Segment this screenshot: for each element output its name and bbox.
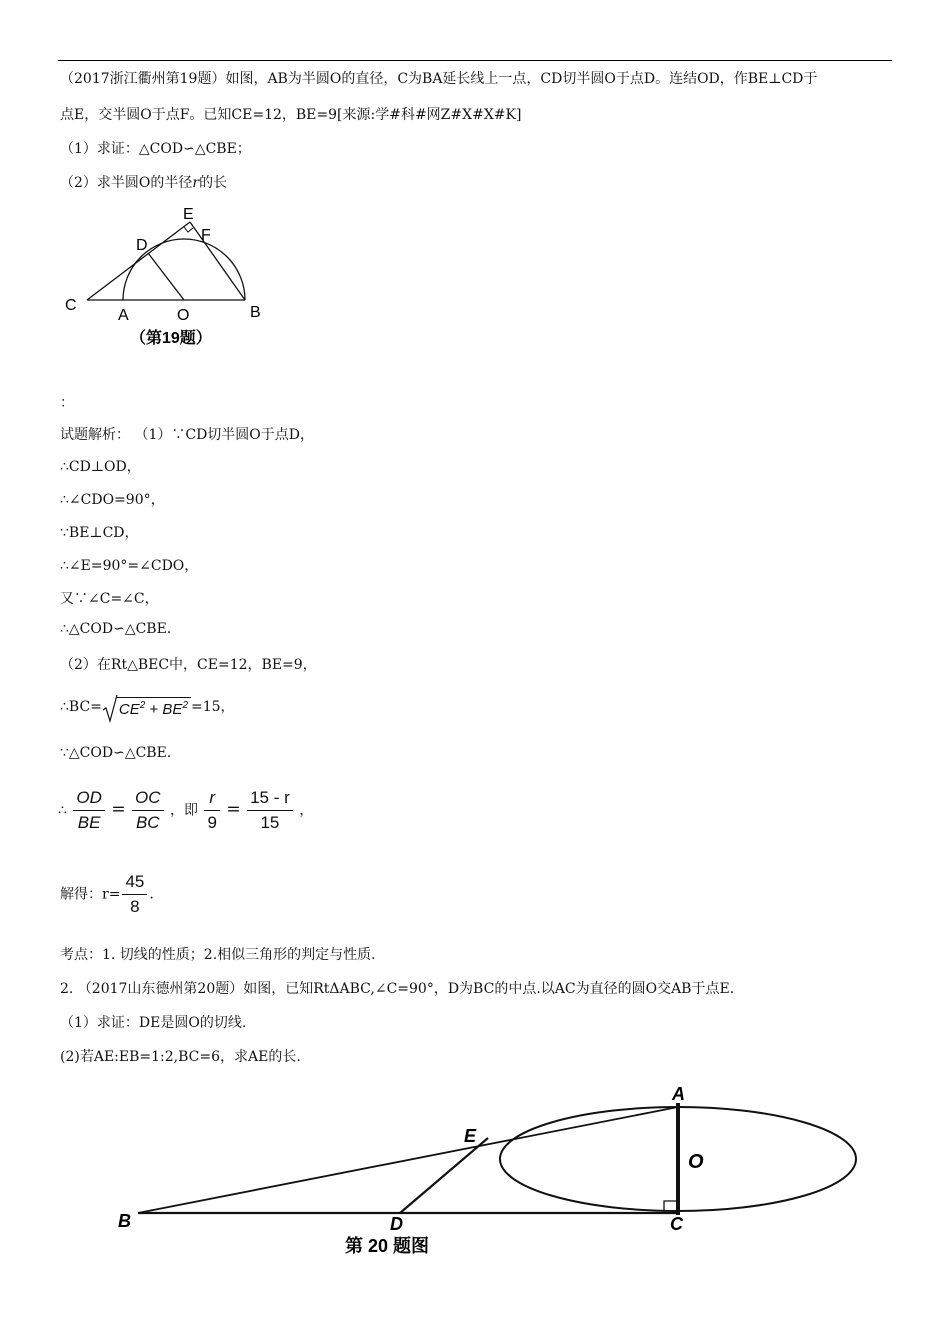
line-EB	[190, 222, 245, 300]
header-rule	[58, 60, 892, 61]
problem2-question2: (2)若AE:EB=1:2,BC=6，求AE的长.	[60, 1049, 301, 1065]
label-D: D	[390, 1214, 403, 1234]
label-C: C	[65, 297, 77, 314]
label-B: B	[118, 1211, 131, 1231]
fraction-15-r-15: $\frac{15 - r}{15}$	[247, 788, 293, 833]
ratio-equation: ∴ $\frac{OD}{BE}$ = $\frac{OC}{BC}$ ，即 $\frac{r}{9}$ = $\frac{15 - r}{15}$ ，	[58, 788, 314, 832]
fraction-od-be: $\frac{OD}{BE}$	[73, 788, 105, 833]
problem1-question1: （1）求证：△COD∽△CBE；	[60, 141, 251, 157]
solution-step2: ∴∠CDO=90°，	[60, 492, 165, 508]
problem1-stem-line2: 点E，交半圆O于点F。已知CE=12，BE=9[来源:学#科#网Z#X#X#K]	[60, 107, 522, 123]
problem1-question2: （2）求半圆O的半径r的长	[60, 175, 228, 191]
bc-formula: ∴BC= $CE^2 + BE^2 =15$，	[60, 696, 235, 718]
figure-19	[60, 200, 280, 360]
solution-part2: （2）在Rt△BEC中，CE=12，BE=9，	[60, 657, 317, 673]
fraction-r-9: $\frac{r}{9}$	[204, 788, 219, 833]
label-D: D	[136, 237, 148, 254]
line-OD	[148, 253, 184, 300]
label-A: A	[672, 1085, 685, 1104]
kaodian: 考点：1. 切线的性质；2.相似三角形的判定与性质.	[60, 947, 376, 963]
label-F: F	[201, 227, 211, 244]
fraction-45-8: $\frac{45}{8}$	[122, 872, 147, 917]
solution-step4: ∴∠E=90°=∠CDO，	[60, 558, 199, 574]
line-DE	[400, 1138, 488, 1213]
problem2-stem: 2. （2017山东德州第20题）如图，已知RtΔABC,∠C=90°，D为BC的中点.以AC为直径的圆O交AB于点E.	[60, 981, 735, 997]
right-angle-mark	[184, 227, 193, 232]
label-O: O	[688, 1151, 704, 1173]
line-BA	[138, 1107, 678, 1213]
solution-step1: ∴CD⊥OD，	[60, 459, 141, 475]
label-A: A	[118, 307, 129, 324]
solution-step5: 又∵∠C=∠C，	[60, 591, 159, 607]
figure-20-caption: 第 20 题图	[345, 1236, 430, 1256]
solve-result: 解得：r= $\frac{45}{8}$ .	[60, 872, 154, 916]
label-C: C	[670, 1214, 683, 1234]
label-E: E	[464, 1126, 477, 1146]
sqrt-sign-icon	[102, 693, 118, 723]
solution-colon: ：	[60, 395, 74, 411]
figure-20	[110, 1085, 870, 1260]
label-E: E	[183, 206, 194, 223]
solution-step3: ∵BE⊥CD，	[60, 525, 139, 541]
solution-step6: ∴△COD∽△CBE.	[60, 621, 172, 637]
fraction-oc-bc: $\frac{OC}{BC}$	[132, 788, 164, 833]
solution-intro: 试题解析： （1）∵CD切半圆O于点D，	[60, 427, 314, 443]
similarity-line: ∵△COD∽△CBE.	[60, 745, 172, 761]
sqrt-expression: $CE^2 + BE^2$	[102, 697, 191, 718]
problem2-question1: （1）求证：DE是圆O的切线.	[60, 1015, 247, 1031]
label-B: B	[250, 304, 261, 321]
figure-19-caption: （第19题）	[130, 330, 212, 347]
label-O: O	[177, 307, 190, 324]
problem1-stem-line1: （2017浙江衢州第19题）如图，AB为半圆O的直径，C为BA延长线上一点，CD切半圆O于点D。连结OD，作BE⊥CD于	[60, 71, 818, 87]
